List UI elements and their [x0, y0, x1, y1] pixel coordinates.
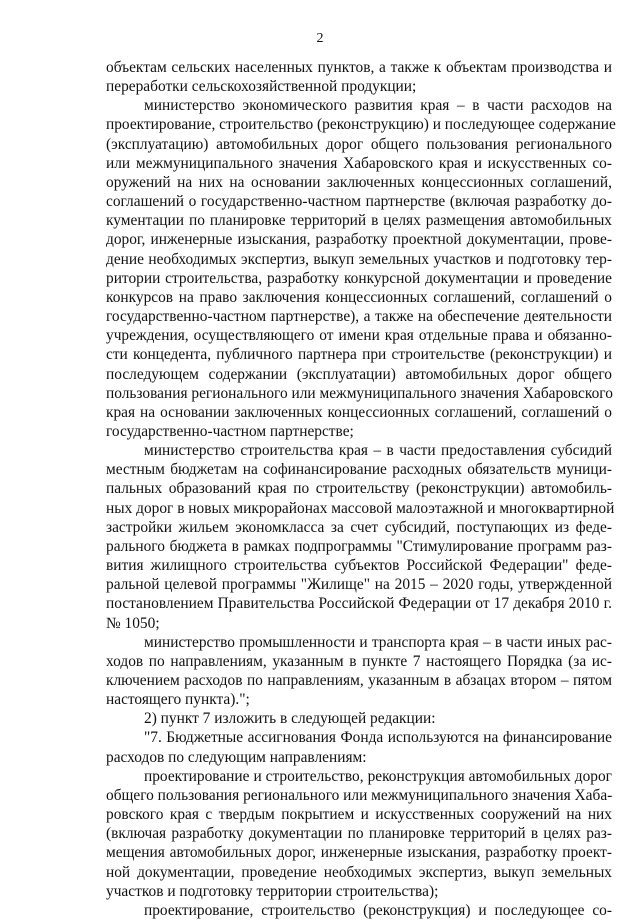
text-line: края на основании заключенных концессионных соглашений, соглашений о: [106, 403, 612, 421]
text-line: дорог, инженерные изыскания, разработку проектной документации, прове-: [106, 231, 612, 249]
text-line: проектирование и строительство, реконструкция автомобильных дорог: [144, 767, 612, 785]
text-line: ровского края с твердым покрытием и искусственных сооружений на них: [106, 806, 612, 824]
text-line: (эксплуатацию) автомобильных дорог общего пользования регионального: [106, 135, 612, 153]
page-number: 2: [316, 31, 324, 46]
text-line: ральной целевой программы "Жилище" на 2015 – 2020 годы, утвержденной: [106, 576, 612, 594]
text-line: проектирование, строительство (реконструкция) и последующее со-: [144, 901, 612, 919]
text-line: застройки жильем экономкласса за счет субсидий, поступающих из феде-: [106, 518, 612, 536]
text-line: учреждения, осуществляющего от имени края отдельные права и обязанно-: [106, 327, 612, 345]
text-line: сти концедента, публичного партнера при строительстве (реконструкции) и: [106, 346, 612, 364]
paragraph: [106, 96, 616, 441]
text-line: государственно-частном партнерстве), а также на обеспечение деятельности: [106, 308, 612, 326]
text-line: участков и подготовку территории строительства);: [106, 882, 439, 900]
text-line: кументации по планировке территорий в целях размещения автомобильных: [106, 212, 612, 230]
text-line: проектирование, строительство (реконструкцию) и последующее содержание: [106, 116, 616, 134]
paragraph: [106, 728, 612, 766]
text-line: оружений на них на основании заключенных концессионных соглашений,: [106, 173, 612, 191]
text-line: дение необходимых экспертиз, выкуп земельных участков и подготовку тер-: [106, 250, 612, 268]
text-line: общего пользования регионального или межмуниципального значения Хаба-: [106, 786, 613, 804]
text-line: постановлением Правительства Российской Федерации от 17 декабря 2010 г.: [106, 595, 612, 613]
text-line: ключением расходов по направлениям, указанным в абзацах втором – пятом: [106, 672, 612, 689]
text-line: "7. Бюджетные ассигнования Фонда используются на финансирование: [144, 729, 612, 747]
text-line: (включая разработку документации по планировке территорий в целях раз-: [106, 825, 612, 843]
text-line: местным бюджетам на софинансирование расходных обязательств муници-: [106, 461, 612, 479]
text-line: конкурсов на право заключения концессионных соглашений, соглашений о: [106, 288, 612, 306]
text-line: ных дорог в новых микрорайонах массовой малоэтажной и многоквартирной: [106, 499, 615, 517]
document-body: [106, 58, 616, 920]
text-line: или межмуниципального значения Хабаровского края и искусственных со-: [106, 154, 612, 172]
text-line: вития жилищного строительства субъектов Российской Федерации" феде-: [106, 557, 612, 575]
text-line: соглашений о государственно-частном партнерстве (включая разработку до-: [106, 193, 612, 211]
text-line: министерство строительства края – в части предоставления субсидий: [144, 442, 612, 460]
paragraph: [106, 633, 612, 710]
text-line: государственно-частном партнерстве;: [106, 422, 354, 440]
text-line: объектам сельских населенных пунктов, а также к объектам производства и: [106, 59, 612, 76]
text-line: рального бюджета в рамках подпрограммы "Стимулирование программ раз-: [106, 537, 612, 555]
paragraph: [106, 58, 612, 96]
paragraph: [106, 709, 612, 728]
text-line: 2) пункт 7 изложить в следующей редакции:: [144, 710, 436, 728]
paragraph: [106, 767, 612, 901]
paragraph: [106, 901, 612, 920]
text-line: министерство промышленности и транспорта края – в части иных рас-: [144, 633, 612, 651]
paragraph: [106, 441, 615, 633]
text-line: ной документации, проведение необходимых экспертиз, выкуп земельных: [106, 863, 612, 881]
text-line: ходов по направлениям, указанным в пункте 7 настоящего Порядка (за ис-: [106, 652, 612, 670]
text-line: переработки сельскохозяйственной продукции;: [106, 78, 417, 96]
text-line: расходов по следующим направлениям:: [106, 748, 367, 766]
text-line: № 1050;: [106, 614, 160, 632]
text-line: последующем содержании (эксплуатации) автомобильных дорог общего: [106, 365, 612, 383]
text-line: министерство экономического развития края – в части расходов на: [144, 97, 612, 115]
text-line: ритории строительства, разработку конкурсной документации и проведение: [106, 269, 612, 287]
text-line: пользования регионального или межмуниципального значения Хабаровского: [106, 384, 613, 402]
text-line: мещения автомобильных дорог, инженерные изыскания, разработку проект-: [106, 844, 612, 862]
text-line: пальных образований края по строительству (реконструкции) автомобиль-: [106, 480, 612, 498]
text-line: настоящего пункта).";: [106, 691, 250, 709]
